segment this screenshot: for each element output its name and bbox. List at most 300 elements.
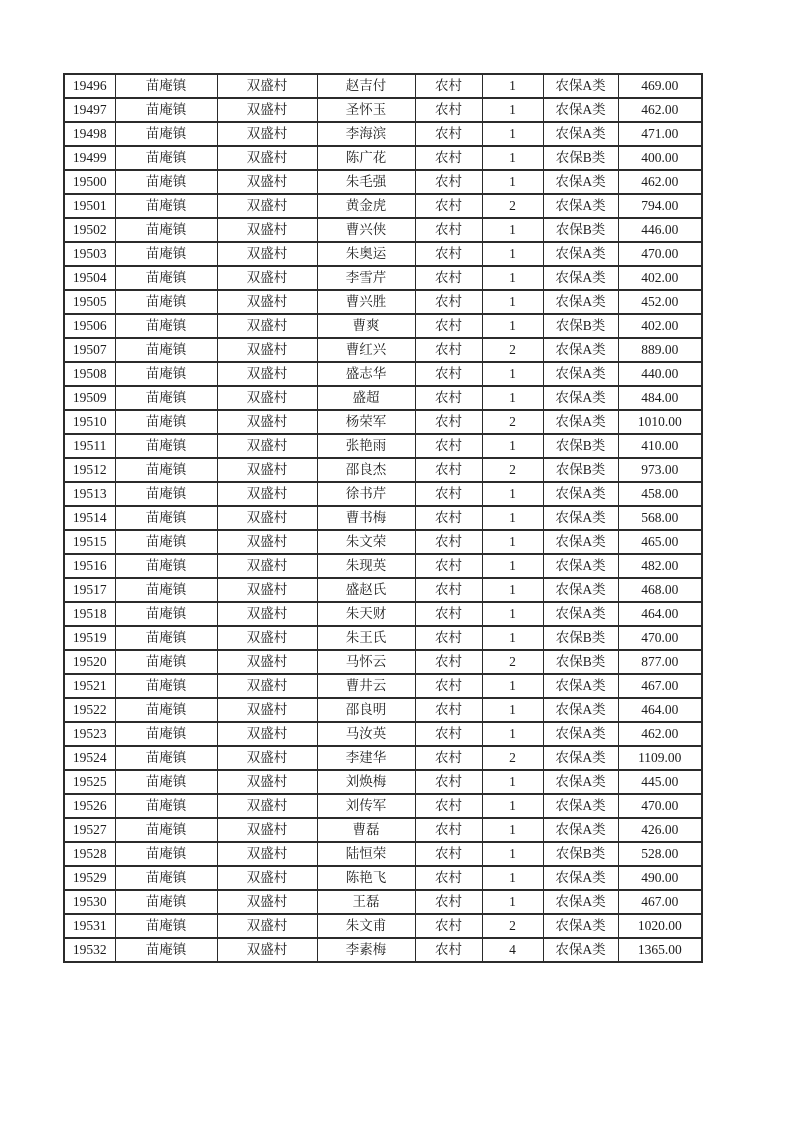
cell-person-count: 1 <box>482 818 543 842</box>
cell-amount: 471.00 <box>618 122 702 146</box>
cell-person-count: 1 <box>482 554 543 578</box>
cell-id: 19530 <box>64 890 115 914</box>
cell-amount: 1365.00 <box>618 938 702 962</box>
table-row <box>64 338 702 362</box>
cell-person-count: 1 <box>482 362 543 386</box>
cell-village: 双盛村 <box>217 266 317 290</box>
cell-village: 双盛村 <box>217 362 317 386</box>
cell-person-name: 盛志华 <box>317 362 415 386</box>
table-row <box>64 794 702 818</box>
cell-person-name: 刘传军 <box>317 794 415 818</box>
cell-village: 双盛村 <box>217 530 317 554</box>
table-row <box>64 194 702 218</box>
cell-person-name: 王磊 <box>317 890 415 914</box>
cell-id: 19508 <box>64 362 115 386</box>
cell-amount: 568.00 <box>618 506 702 530</box>
cell-town: 苗庵镇 <box>115 722 217 746</box>
cell-person-count: 1 <box>482 890 543 914</box>
cell-id: 19517 <box>64 578 115 602</box>
cell-village: 双盛村 <box>217 770 317 794</box>
cell-amount: 410.00 <box>618 434 702 458</box>
cell-amount: 468.00 <box>618 578 702 602</box>
cell-amount: 490.00 <box>618 866 702 890</box>
cell-village: 双盛村 <box>217 890 317 914</box>
table-row <box>64 698 702 722</box>
cell-village: 双盛村 <box>217 554 317 578</box>
cell-person-name: 曹红兴 <box>317 338 415 362</box>
cell-insurance-category: 农保A类 <box>543 794 618 818</box>
cell-insurance-category: 农保A类 <box>543 338 618 362</box>
cell-residence-type: 农村 <box>415 362 482 386</box>
cell-town: 苗庵镇 <box>115 578 217 602</box>
cell-insurance-category: 农保A类 <box>543 386 618 410</box>
cell-person-name: 朱现英 <box>317 554 415 578</box>
cell-insurance-category: 农保B类 <box>543 146 618 170</box>
cell-person-name: 圣怀玉 <box>317 98 415 122</box>
cell-residence-type: 农村 <box>415 938 482 962</box>
cell-insurance-category: 农保A类 <box>543 938 618 962</box>
cell-insurance-category: 农保B类 <box>543 434 618 458</box>
cell-residence-type: 农村 <box>415 866 482 890</box>
cell-town: 苗庵镇 <box>115 362 217 386</box>
cell-person-name: 张艳雨 <box>317 434 415 458</box>
cell-amount: 470.00 <box>618 242 702 266</box>
cell-id: 19521 <box>64 674 115 698</box>
cell-person-name: 徐书芹 <box>317 482 415 506</box>
cell-person-count: 1 <box>482 698 543 722</box>
cell-insurance-category: 农保A类 <box>543 746 618 770</box>
cell-amount: 470.00 <box>618 794 702 818</box>
table-row <box>64 674 702 698</box>
cell-residence-type: 农村 <box>415 626 482 650</box>
cell-amount: 1010.00 <box>618 410 702 434</box>
table-row <box>64 290 702 314</box>
cell-id: 19511 <box>64 434 115 458</box>
cell-person-count: 1 <box>482 74 543 98</box>
cell-person-count: 1 <box>482 866 543 890</box>
cell-id: 19524 <box>64 746 115 770</box>
cell-village: 双盛村 <box>217 578 317 602</box>
cell-person-count: 1 <box>482 770 543 794</box>
cell-residence-type: 农村 <box>415 554 482 578</box>
cell-village: 双盛村 <box>217 602 317 626</box>
cell-id: 19498 <box>64 122 115 146</box>
cell-residence-type: 农村 <box>415 194 482 218</box>
table-row <box>64 938 702 962</box>
cell-insurance-category: 农保A类 <box>543 578 618 602</box>
cell-person-count: 1 <box>482 386 543 410</box>
cell-person-count: 2 <box>482 746 543 770</box>
cell-residence-type: 农村 <box>415 794 482 818</box>
cell-town: 苗庵镇 <box>115 338 217 362</box>
cell-person-name: 曹书梅 <box>317 506 415 530</box>
cell-town: 苗庵镇 <box>115 530 217 554</box>
cell-id: 19496 <box>64 74 115 98</box>
cell-village: 双盛村 <box>217 938 317 962</box>
cell-id: 19499 <box>64 146 115 170</box>
cell-amount: 462.00 <box>618 722 702 746</box>
table-row <box>64 842 702 866</box>
cell-village: 双盛村 <box>217 794 317 818</box>
cell-person-count: 1 <box>482 98 543 122</box>
table-row <box>64 314 702 338</box>
cell-insurance-category: 农保A类 <box>543 866 618 890</box>
cell-residence-type: 农村 <box>415 410 482 434</box>
cell-id: 19527 <box>64 818 115 842</box>
cell-person-count: 1 <box>482 170 543 194</box>
cell-town: 苗庵镇 <box>115 74 217 98</box>
cell-person-name: 朱奥运 <box>317 242 415 266</box>
cell-village: 双盛村 <box>217 482 317 506</box>
cell-person-count: 1 <box>482 434 543 458</box>
cell-amount: 452.00 <box>618 290 702 314</box>
cell-insurance-category: 农保B类 <box>543 458 618 482</box>
cell-id: 19509 <box>64 386 115 410</box>
cell-person-name: 李海滨 <box>317 122 415 146</box>
cell-residence-type: 农村 <box>415 842 482 866</box>
cell-id: 19515 <box>64 530 115 554</box>
cell-id: 19516 <box>64 554 115 578</box>
cell-insurance-category: 农保A类 <box>543 410 618 434</box>
cell-person-count: 4 <box>482 938 543 962</box>
cell-amount: 440.00 <box>618 362 702 386</box>
cell-town: 苗庵镇 <box>115 434 217 458</box>
cell-person-name: 赵吉付 <box>317 74 415 98</box>
cell-person-count: 1 <box>482 242 543 266</box>
cell-town: 苗庵镇 <box>115 842 217 866</box>
cell-town: 苗庵镇 <box>115 818 217 842</box>
cell-id: 19525 <box>64 770 115 794</box>
cell-village: 双盛村 <box>217 650 317 674</box>
cell-insurance-category: 农保A类 <box>543 482 618 506</box>
cell-residence-type: 农村 <box>415 98 482 122</box>
cell-amount: 426.00 <box>618 818 702 842</box>
cell-insurance-category: 农保B类 <box>543 650 618 674</box>
cell-town: 苗庵镇 <box>115 458 217 482</box>
pension-roster-table <box>63 73 703 963</box>
cell-village: 双盛村 <box>217 218 317 242</box>
cell-amount: 446.00 <box>618 218 702 242</box>
table-row <box>64 722 702 746</box>
table-row <box>64 914 702 938</box>
cell-person-count: 1 <box>482 722 543 746</box>
cell-residence-type: 农村 <box>415 506 482 530</box>
cell-residence-type: 农村 <box>415 170 482 194</box>
cell-person-count: 1 <box>482 290 543 314</box>
table-row <box>64 746 702 770</box>
cell-insurance-category: 农保A类 <box>543 170 618 194</box>
cell-person-name: 盛超 <box>317 386 415 410</box>
cell-insurance-category: 农保A类 <box>543 674 618 698</box>
table-row <box>64 458 702 482</box>
cell-town: 苗庵镇 <box>115 386 217 410</box>
table-row <box>64 626 702 650</box>
cell-residence-type: 农村 <box>415 770 482 794</box>
cell-person-count: 2 <box>482 194 543 218</box>
cell-town: 苗庵镇 <box>115 698 217 722</box>
cell-id: 19532 <box>64 938 115 962</box>
cell-insurance-category: 农保A类 <box>543 98 618 122</box>
cell-person-count: 1 <box>482 122 543 146</box>
cell-residence-type: 农村 <box>415 578 482 602</box>
table-row <box>64 386 702 410</box>
cell-amount: 469.00 <box>618 74 702 98</box>
cell-residence-type: 农村 <box>415 458 482 482</box>
cell-town: 苗庵镇 <box>115 242 217 266</box>
cell-id: 19497 <box>64 98 115 122</box>
cell-village: 双盛村 <box>217 698 317 722</box>
cell-residence-type: 农村 <box>415 314 482 338</box>
table-row <box>64 770 702 794</box>
cell-id: 19526 <box>64 794 115 818</box>
cell-id: 19529 <box>64 866 115 890</box>
cell-id: 19514 <box>64 506 115 530</box>
cell-insurance-category: 农保B类 <box>543 842 618 866</box>
cell-town: 苗庵镇 <box>115 506 217 530</box>
table-row <box>64 98 702 122</box>
cell-person-count: 1 <box>482 626 543 650</box>
cell-town: 苗庵镇 <box>115 794 217 818</box>
cell-person-count: 2 <box>482 410 543 434</box>
cell-residence-type: 农村 <box>415 746 482 770</box>
cell-person-name: 曹井云 <box>317 674 415 698</box>
cell-town: 苗庵镇 <box>115 218 217 242</box>
cell-village: 双盛村 <box>217 242 317 266</box>
cell-town: 苗庵镇 <box>115 890 217 914</box>
table-row <box>64 218 702 242</box>
table-row <box>64 602 702 626</box>
cell-amount: 462.00 <box>618 98 702 122</box>
cell-insurance-category: 农保A类 <box>543 530 618 554</box>
cell-amount: 445.00 <box>618 770 702 794</box>
cell-insurance-category: 农保A类 <box>543 122 618 146</box>
cell-amount: 467.00 <box>618 890 702 914</box>
cell-person-name: 李建华 <box>317 746 415 770</box>
cell-id: 19531 <box>64 914 115 938</box>
cell-id: 19503 <box>64 242 115 266</box>
cell-insurance-category: 农保A类 <box>543 602 618 626</box>
cell-residence-type: 农村 <box>415 146 482 170</box>
cell-person-count: 1 <box>482 218 543 242</box>
cell-id: 19519 <box>64 626 115 650</box>
table-row <box>64 530 702 554</box>
cell-insurance-category: 农保A类 <box>543 818 618 842</box>
cell-id: 19506 <box>64 314 115 338</box>
cell-amount: 794.00 <box>618 194 702 218</box>
cell-residence-type: 农村 <box>415 482 482 506</box>
table-row <box>64 146 702 170</box>
cell-insurance-category: 农保A类 <box>543 290 618 314</box>
table-row <box>64 890 702 914</box>
cell-town: 苗庵镇 <box>115 602 217 626</box>
cell-amount: 465.00 <box>618 530 702 554</box>
cell-residence-type: 农村 <box>415 914 482 938</box>
cell-person-name: 马汝英 <box>317 722 415 746</box>
cell-village: 双盛村 <box>217 818 317 842</box>
cell-amount: 889.00 <box>618 338 702 362</box>
cell-person-name: 李雪芹 <box>317 266 415 290</box>
table-row <box>64 506 702 530</box>
cell-village: 双盛村 <box>217 386 317 410</box>
cell-id: 19504 <box>64 266 115 290</box>
table-row <box>64 554 702 578</box>
cell-village: 双盛村 <box>217 434 317 458</box>
cell-person-name: 邵良明 <box>317 698 415 722</box>
cell-id: 19510 <box>64 410 115 434</box>
cell-insurance-category: 农保A类 <box>543 914 618 938</box>
cell-amount: 1020.00 <box>618 914 702 938</box>
cell-village: 双盛村 <box>217 626 317 650</box>
cell-id: 19513 <box>64 482 115 506</box>
cell-town: 苗庵镇 <box>115 554 217 578</box>
cell-village: 双盛村 <box>217 842 317 866</box>
cell-insurance-category: 农保A类 <box>543 554 618 578</box>
cell-insurance-category: 农保B类 <box>543 626 618 650</box>
cell-id: 19502 <box>64 218 115 242</box>
cell-amount: 467.00 <box>618 674 702 698</box>
table-row <box>64 410 702 434</box>
cell-insurance-category: 农保A类 <box>543 194 618 218</box>
cell-person-count: 1 <box>482 602 543 626</box>
cell-person-count: 2 <box>482 914 543 938</box>
table-row <box>64 266 702 290</box>
cell-town: 苗庵镇 <box>115 146 217 170</box>
table-row <box>64 122 702 146</box>
cell-town: 苗庵镇 <box>115 266 217 290</box>
cell-residence-type: 农村 <box>415 434 482 458</box>
cell-person-name: 马怀云 <box>317 650 415 674</box>
table-row <box>64 242 702 266</box>
cell-village: 双盛村 <box>217 338 317 362</box>
cell-residence-type: 农村 <box>415 74 482 98</box>
table-row <box>64 362 702 386</box>
cell-insurance-category: 农保A类 <box>543 890 618 914</box>
cell-insurance-category: 农保B类 <box>543 314 618 338</box>
cell-amount: 973.00 <box>618 458 702 482</box>
cell-town: 苗庵镇 <box>115 914 217 938</box>
cell-person-count: 1 <box>482 314 543 338</box>
cell-person-name: 曹兴侠 <box>317 218 415 242</box>
cell-insurance-category: 农保B类 <box>543 218 618 242</box>
cell-person-count: 1 <box>482 530 543 554</box>
cell-person-count: 1 <box>482 842 543 866</box>
cell-village: 双盛村 <box>217 914 317 938</box>
cell-id: 19500 <box>64 170 115 194</box>
cell-town: 苗庵镇 <box>115 170 217 194</box>
cell-town: 苗庵镇 <box>115 410 217 434</box>
table-row <box>64 434 702 458</box>
cell-amount: 484.00 <box>618 386 702 410</box>
cell-village: 双盛村 <box>217 146 317 170</box>
cell-insurance-category: 农保A类 <box>543 770 618 794</box>
cell-residence-type: 农村 <box>415 674 482 698</box>
cell-village: 双盛村 <box>217 506 317 530</box>
cell-person-name: 陆恒荣 <box>317 842 415 866</box>
cell-person-count: 1 <box>482 482 543 506</box>
cell-id: 19522 <box>64 698 115 722</box>
cell-insurance-category: 农保A类 <box>543 242 618 266</box>
cell-village: 双盛村 <box>217 74 317 98</box>
cell-person-count: 1 <box>482 146 543 170</box>
cell-town: 苗庵镇 <box>115 194 217 218</box>
cell-village: 双盛村 <box>217 194 317 218</box>
cell-amount: 464.00 <box>618 602 702 626</box>
table-row <box>64 866 702 890</box>
cell-town: 苗庵镇 <box>115 482 217 506</box>
cell-residence-type: 农村 <box>415 650 482 674</box>
cell-residence-type: 农村 <box>415 266 482 290</box>
cell-residence-type: 农村 <box>415 698 482 722</box>
cell-amount: 400.00 <box>618 146 702 170</box>
cell-amount: 402.00 <box>618 314 702 338</box>
cell-village: 双盛村 <box>217 314 317 338</box>
cell-village: 双盛村 <box>217 746 317 770</box>
cell-residence-type: 农村 <box>415 290 482 314</box>
cell-amount: 528.00 <box>618 842 702 866</box>
cell-town: 苗庵镇 <box>115 98 217 122</box>
table-row <box>64 650 702 674</box>
cell-person-name: 陈广花 <box>317 146 415 170</box>
cell-residence-type: 农村 <box>415 602 482 626</box>
cell-village: 双盛村 <box>217 410 317 434</box>
cell-person-name: 朱文甫 <box>317 914 415 938</box>
cell-village: 双盛村 <box>217 122 317 146</box>
cell-insurance-category: 农保A类 <box>543 362 618 386</box>
cell-amount: 482.00 <box>618 554 702 578</box>
cell-amount: 464.00 <box>618 698 702 722</box>
cell-id: 19501 <box>64 194 115 218</box>
cell-amount: 462.00 <box>618 170 702 194</box>
cell-person-name: 朱文荣 <box>317 530 415 554</box>
cell-person-name: 朱毛强 <box>317 170 415 194</box>
cell-amount: 458.00 <box>618 482 702 506</box>
cell-person-name: 李素梅 <box>317 938 415 962</box>
cell-residence-type: 农村 <box>415 722 482 746</box>
cell-person-name: 陈艳飞 <box>317 866 415 890</box>
cell-village: 双盛村 <box>217 290 317 314</box>
cell-insurance-category: 农保A类 <box>543 506 618 530</box>
cell-id: 19523 <box>64 722 115 746</box>
cell-residence-type: 农村 <box>415 242 482 266</box>
cell-amount: 877.00 <box>618 650 702 674</box>
table-row <box>64 818 702 842</box>
cell-town: 苗庵镇 <box>115 770 217 794</box>
cell-town: 苗庵镇 <box>115 866 217 890</box>
cell-insurance-category: 农保A类 <box>543 74 618 98</box>
cell-id: 19512 <box>64 458 115 482</box>
cell-residence-type: 农村 <box>415 122 482 146</box>
cell-person-name: 曹兴胜 <box>317 290 415 314</box>
cell-id: 19518 <box>64 602 115 626</box>
cell-person-name: 朱天财 <box>317 602 415 626</box>
cell-person-name: 黄金虎 <box>317 194 415 218</box>
table-body <box>64 74 702 962</box>
cell-person-count: 1 <box>482 506 543 530</box>
cell-town: 苗庵镇 <box>115 938 217 962</box>
cell-town: 苗庵镇 <box>115 314 217 338</box>
cell-amount: 470.00 <box>618 626 702 650</box>
cell-village: 双盛村 <box>217 98 317 122</box>
cell-town: 苗庵镇 <box>115 122 217 146</box>
cell-insurance-category: 农保A类 <box>543 722 618 746</box>
cell-residence-type: 农村 <box>415 386 482 410</box>
cell-id: 19528 <box>64 842 115 866</box>
cell-town: 苗庵镇 <box>115 674 217 698</box>
cell-person-name: 邵良杰 <box>317 458 415 482</box>
cell-town: 苗庵镇 <box>115 626 217 650</box>
cell-amount: 1109.00 <box>618 746 702 770</box>
cell-person-name: 朱王氏 <box>317 626 415 650</box>
